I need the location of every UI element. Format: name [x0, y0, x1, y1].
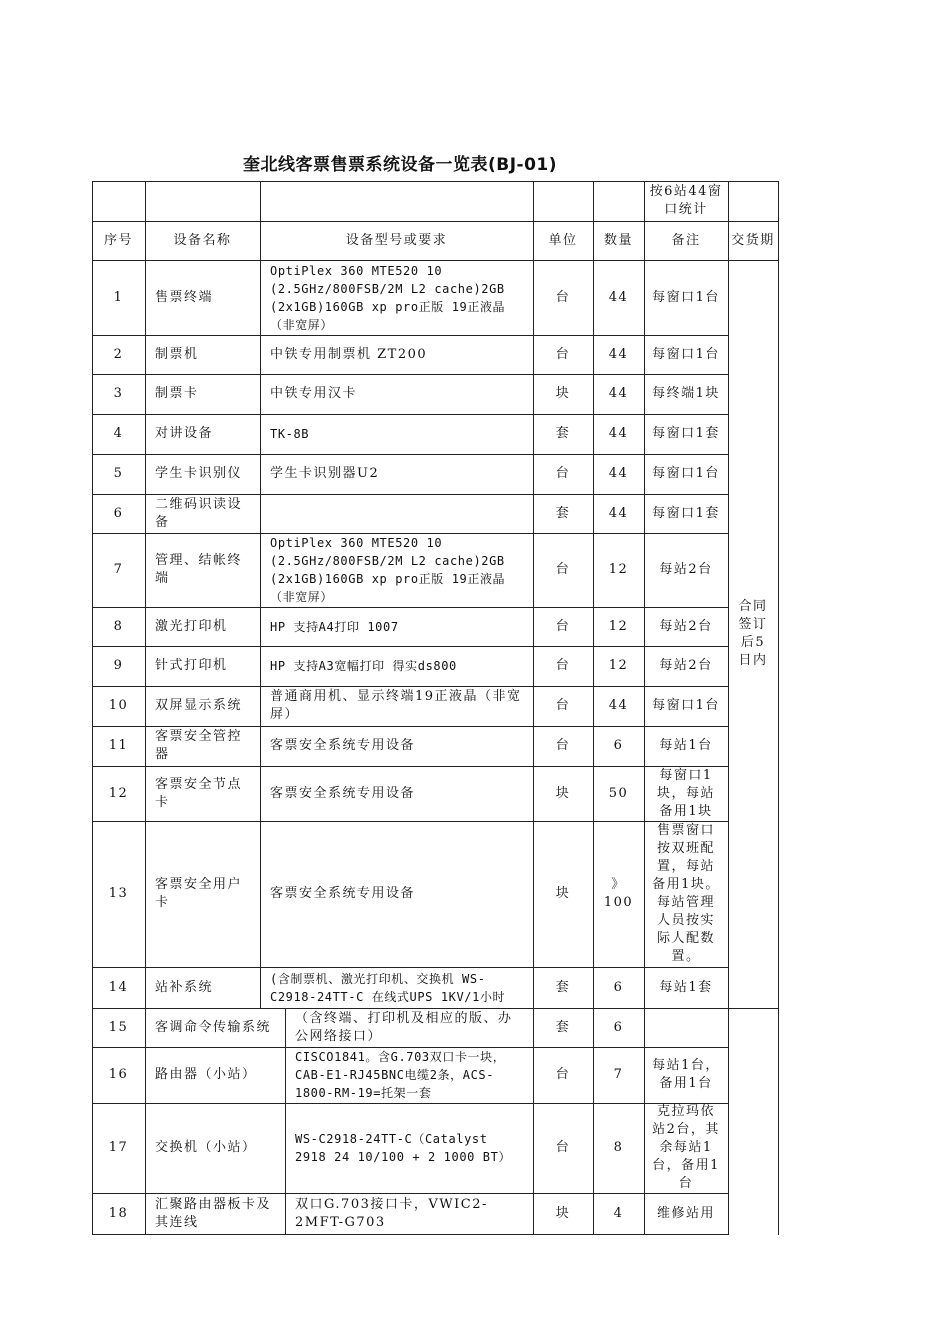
seq-cell: 14	[108, 979, 129, 995]
name-cell: 客票安全节点卡	[155, 776, 243, 810]
model-cell	[261, 495, 532, 532]
unit-cell: 台	[555, 738, 571, 753]
qty-cell: 44	[608, 505, 629, 521]
unit-cell: 台	[555, 346, 571, 362]
unit-cell: 套	[555, 1019, 571, 1035]
unit-cell: 套	[555, 505, 571, 521]
remark-cell: 每站2台	[659, 618, 713, 634]
row-border	[92, 454, 729, 455]
delivery-cell: 合同签订后5日内	[738, 599, 768, 668]
name-cell: 汇聚路由器板卡及其连线	[155, 1196, 272, 1230]
qty-cell: 7	[613, 1067, 624, 1082]
remark-cell: 维修站用	[656, 1205, 715, 1221]
name-cell: 针式打印机	[155, 658, 228, 673]
seq-cell: 13	[108, 886, 129, 901]
qty-cell: 8	[613, 1140, 624, 1155]
seq-cell: 3	[113, 386, 124, 401]
model-cell: HP 支持A4打印 1007	[270, 619, 399, 634]
qty-cell: 12	[608, 658, 629, 673]
model-cell: （含终端、打印机及相应的版、办公网络接口）	[295, 1010, 513, 1044]
unit-cell: 台	[555, 1140, 571, 1155]
row-border	[92, 1047, 729, 1048]
row-border	[92, 1234, 729, 1235]
row-border	[92, 335, 729, 336]
remark-cell: 每站1台，备用1台	[652, 1058, 720, 1091]
unit-cell: 套	[555, 426, 571, 441]
name-cell: 管理、结帐终端	[155, 553, 243, 586]
seq-cell: 16	[108, 1067, 129, 1082]
seq-cell: 17	[108, 1140, 129, 1155]
remark-cell: 每窗口1块，每站备用1块	[656, 767, 715, 819]
row-border	[92, 494, 729, 495]
header-delivery: 交货期	[731, 232, 775, 248]
seq-cell: 1	[113, 289, 124, 305]
column-border	[285, 1008, 286, 1235]
name-cell: 对讲设备	[155, 426, 214, 441]
seq-cell: 18	[108, 1205, 129, 1221]
name-cell: 客调命令传输系统	[155, 1019, 272, 1035]
qty-cell: 4	[613, 1205, 624, 1221]
qty-cell: 44	[608, 386, 629, 401]
qty-cell: 44	[608, 346, 629, 362]
model-cell: 客票安全系统专用设备	[270, 738, 416, 753]
unit-cell: 块	[555, 886, 571, 901]
seq-cell: 2	[113, 346, 124, 362]
model-cell: OptiPlex 360 MTE520 10 (2.5GHz/800FSB/2M L2 cache)2GB (2x1GB)160GB xp pro正版 19正液晶（非宽屏）	[270, 536, 506, 604]
name-cell: 售票终端	[155, 289, 214, 305]
document-title: 奎北线客票售票系统设备一览表(BJ-01)	[243, 155, 558, 175]
remark-cell: 每窗口1套	[652, 505, 720, 521]
qty-cell: 50	[608, 785, 629, 801]
qty-cell: 6	[613, 979, 624, 995]
name-cell: 学生卡识别仪	[155, 466, 243, 481]
column-border	[644, 181, 645, 1235]
row-border	[92, 1193, 729, 1194]
model-cell: 客票安全系统专用设备	[270, 886, 416, 901]
remark-cell: 每窗口1套	[652, 426, 720, 441]
name-cell: 客票安全用户卡	[155, 877, 243, 910]
unit-cell: 台	[555, 289, 571, 305]
unit-cell: 台	[555, 698, 571, 713]
row-border	[92, 686, 729, 687]
row-border	[92, 414, 729, 415]
unit-cell: 台	[555, 658, 571, 673]
remark-cell	[645, 1009, 727, 1046]
seq-cell: 9	[113, 658, 124, 673]
row-border	[92, 181, 779, 182]
row-border	[92, 533, 729, 534]
row-border	[92, 260, 779, 261]
name-cell: 路由器（小站）	[155, 1067, 257, 1082]
name-cell: 制票卡	[155, 386, 199, 401]
model-cell: 客票安全系统专用设备	[270, 785, 416, 801]
name-cell: 站补系统	[155, 979, 214, 995]
row-border	[92, 1008, 779, 1009]
row-border	[92, 1103, 729, 1104]
qty-cell: 6	[613, 738, 624, 753]
remark-cell: 每窗口1台	[652, 289, 720, 305]
unit-cell: 块	[555, 386, 571, 401]
column-border	[260, 181, 261, 1008]
unit-cell: 台	[555, 1067, 571, 1082]
seq-cell: 8	[113, 618, 124, 634]
remark-cell: 每站2台	[659, 658, 713, 673]
row-border	[92, 726, 729, 727]
remark-cell: 每站1套	[659, 979, 713, 995]
seq-cell: 7	[113, 562, 124, 577]
name-cell: 交换机（小站）	[155, 1140, 257, 1155]
qty-cell: 44	[608, 698, 629, 713]
seq-cell: 12	[108, 785, 129, 801]
model-cell: OptiPlex 360 MTE520 10 (2.5GHz/800FSB/2M L2 cache)2GB (2x1GB)160GB xp pro正版 19正液晶（非宽屏）	[270, 263, 506, 332]
unit-cell: 套	[555, 979, 571, 995]
model-cell: 普通商用机、显示终端19正液晶（非宽屏）	[270, 689, 522, 722]
remark-cell: 每站2台	[659, 562, 713, 577]
remark-cell: 每窗口1台	[652, 346, 720, 362]
model-cell: 双口G.703接口卡，VWIC2-2MFT-G703	[295, 1196, 488, 1230]
qty-cell: 12	[608, 618, 629, 634]
row-border	[92, 646, 729, 647]
model-cell: 中铁专用汉卡	[270, 386, 358, 401]
name-cell: 制票机	[155, 346, 199, 362]
seq-cell: 10	[108, 698, 129, 713]
seq-cell: 4	[113, 426, 124, 441]
name-cell: 二维码识读设备	[155, 496, 243, 530]
header-model: 设备型号或要求	[345, 232, 448, 248]
remark-cell: 每窗口1台	[652, 698, 720, 713]
seq-cell: 15	[108, 1019, 129, 1035]
remark-cell: 每站1台	[659, 738, 713, 753]
row-border	[92, 221, 779, 222]
model-cell: TK-8B	[270, 427, 310, 441]
row-border	[92, 821, 729, 822]
header-unit: 单位	[548, 232, 578, 248]
header-seq: 序号	[103, 232, 133, 248]
qty-cell: 44	[608, 426, 629, 441]
column-border	[778, 181, 779, 1235]
qty-cell: 12	[608, 562, 629, 577]
seq-cell: 11	[108, 738, 129, 753]
unit-cell: 块	[555, 785, 571, 801]
remark-cell: 克拉玛依站2台，其余每站1台，备用1台	[652, 1104, 720, 1191]
name-cell: 客票安全管控器	[155, 729, 243, 762]
row-border	[92, 967, 729, 968]
remark-cell: 每窗口1台	[652, 466, 720, 481]
header-qty: 数量	[603, 232, 633, 248]
qty-cell: 44	[608, 466, 629, 481]
name-cell: 激光打印机	[155, 618, 228, 634]
row-border	[92, 766, 729, 767]
model-cell: CISCO1841。含G.703双口卡一块，CAB-E1-RJ45BNC电缆2条，ACS-1800-RM-19=托架一套	[295, 1050, 506, 1100]
name-cell: 双屏显示系统	[155, 698, 243, 713]
qty-cell: 44	[608, 289, 629, 305]
qty-cell: 6	[613, 1019, 624, 1035]
column-border	[533, 181, 534, 1235]
column-border	[92, 181, 93, 1235]
unit-cell: 台	[555, 618, 571, 634]
model-cell: HP 支持A3宽幅打印 得实ds800	[270, 659, 457, 673]
unit-cell: 台	[555, 562, 571, 577]
model-cell: 学生卡识别器U2	[270, 466, 380, 481]
header-remark: 备注	[671, 232, 701, 248]
column-border	[728, 181, 729, 1235]
row-border	[92, 374, 729, 375]
column-border	[593, 181, 594, 1235]
header-name: 设备名称	[173, 232, 232, 248]
model-cell: 中铁专用制票机 ZT200	[270, 346, 428, 362]
seq-cell: 5	[113, 466, 124, 481]
remark-cell: 每终端1块	[652, 386, 720, 401]
unit-cell: 台	[555, 466, 571, 481]
model-cell: WS-C2918-24TT-C（Catalyst 2918 24 10/100 + 2 1000 BT）	[295, 1132, 512, 1164]
top-note-cell: 按6站44窗口统计	[649, 184, 723, 217]
model-cell: (含制票机、激光打印机、交换机 WS-C2918-24TT-C 在线式UPS 1KV/1小时	[270, 971, 506, 1004]
column-border	[145, 181, 146, 1235]
unit-cell: 块	[555, 1205, 571, 1221]
qty-cell: 》100	[603, 877, 634, 910]
remark-cell: 售票窗口按双班配置，每站备用1块。每站管理人员按实际人配数置。	[652, 823, 720, 964]
seq-cell: 6	[113, 505, 124, 521]
row-border	[92, 607, 729, 608]
